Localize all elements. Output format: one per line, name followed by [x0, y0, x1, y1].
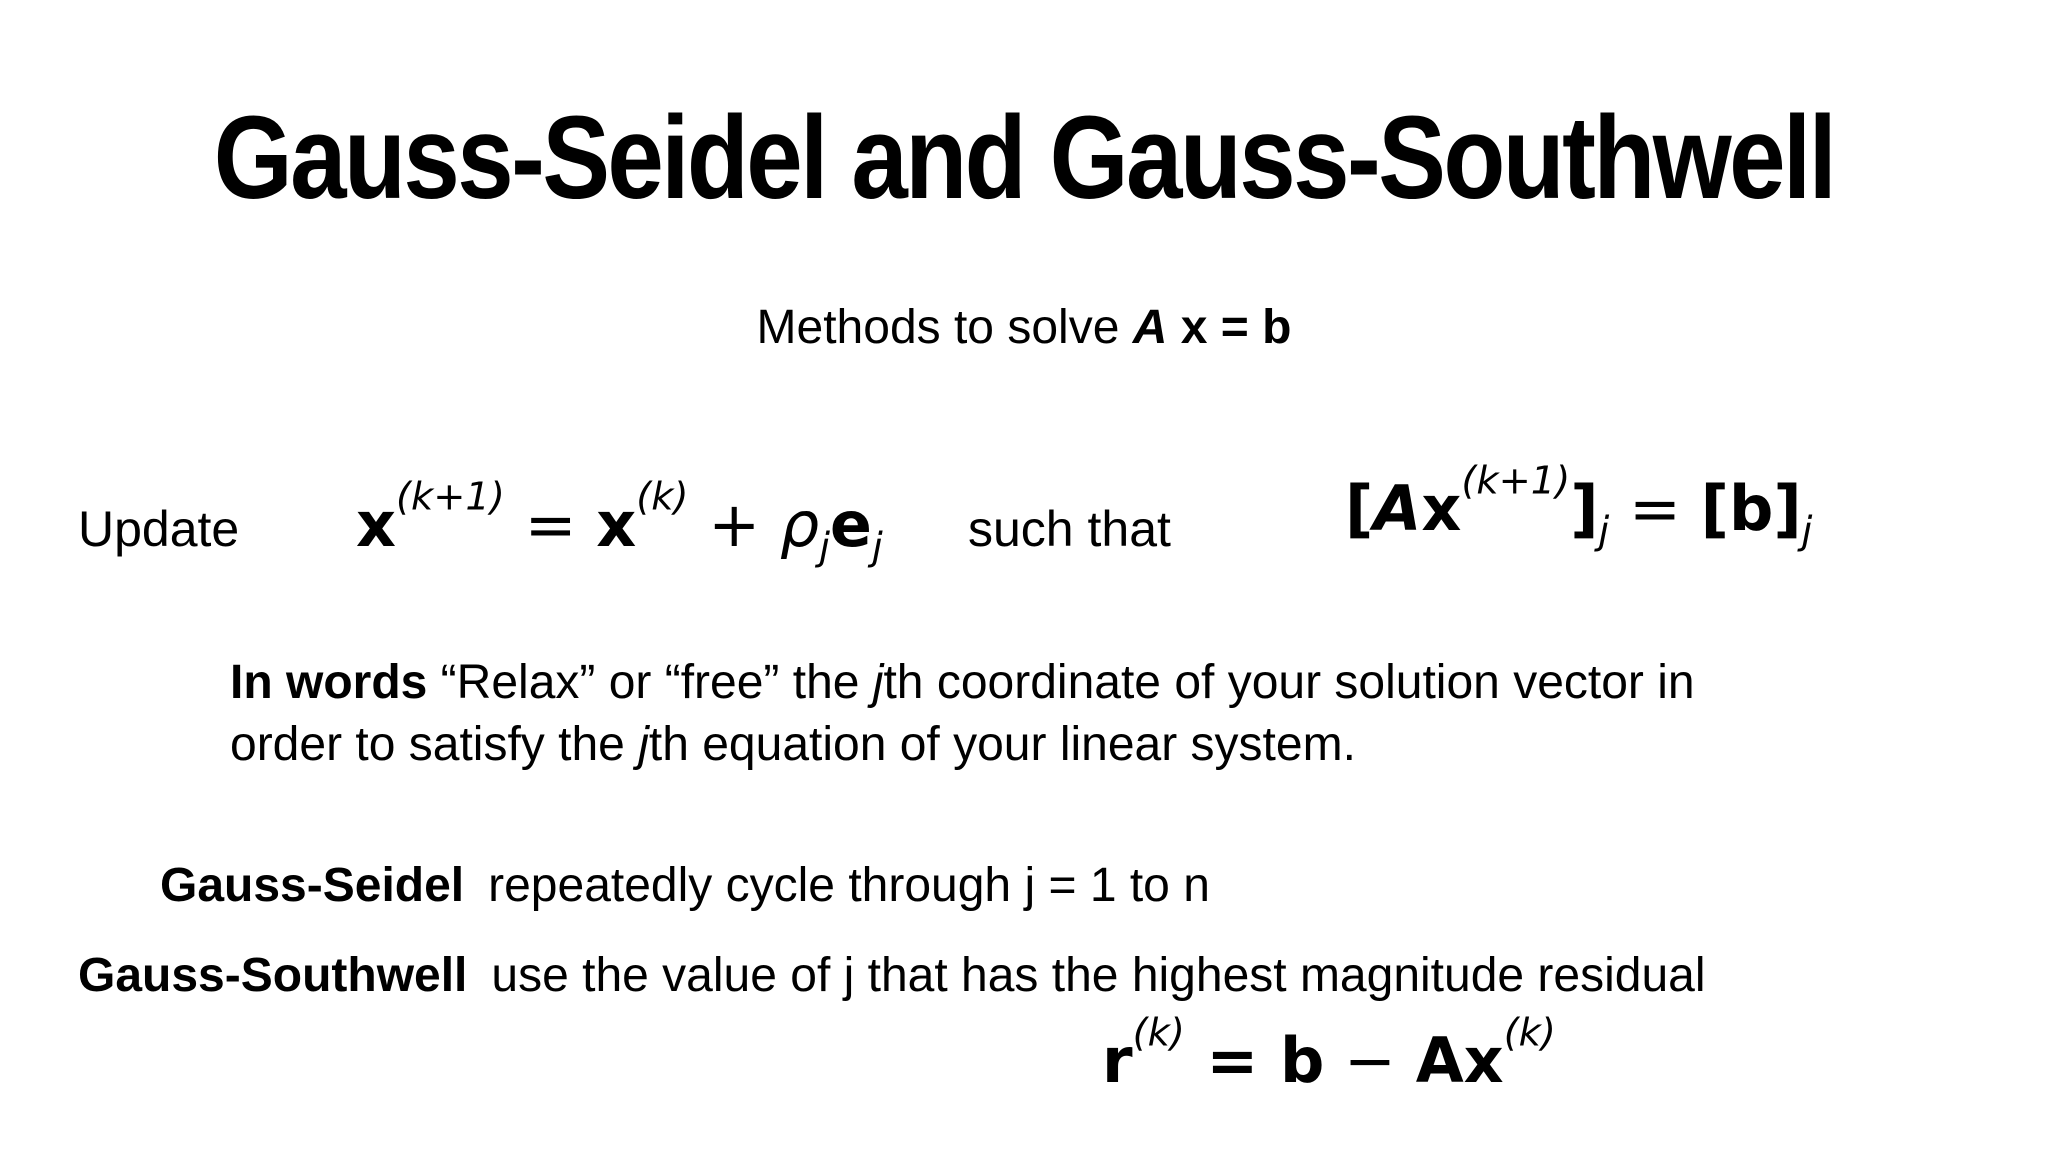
update-label: Update — [78, 501, 240, 557]
update-rho: ρ — [779, 488, 820, 561]
condition-close-bracket: ] — [1570, 472, 1599, 545]
residual-equation — [1102, 1010, 1556, 1097]
condition-subscript-left: j — [1598, 508, 1610, 554]
in-words-line2-b: th equation of your linear system. — [648, 718, 1356, 771]
update-rhs-x: x — [596, 488, 637, 561]
in-words-paragraph — [230, 652, 1695, 776]
condition-x-superscript: (k+1) — [1461, 458, 1571, 504]
residual-r-superscript: (k) — [1132, 1010, 1185, 1056]
in-words-j-2: j — [638, 718, 649, 771]
slide-subtitle — [0, 300, 2048, 355]
residual-minus: − — [1324, 1024, 1416, 1097]
update-unit-vector-e: e — [829, 488, 872, 561]
update-equation — [356, 474, 883, 570]
subtitle-text: Methods to solve — [756, 301, 1133, 354]
in-words-line1-b: th coordinate of your solution vector in — [883, 656, 1695, 709]
in-words-line2-a: order to satisfy the — [230, 718, 639, 771]
subtitle-vector-x: x — [1167, 301, 1208, 354]
condition-b-bracket: [b] — [1700, 472, 1802, 545]
condition-subscript-right: j — [1801, 508, 1813, 554]
gauss-southwell-name: Gauss-Southwell — [78, 949, 468, 1002]
gauss-southwell-description: use the value of j that has the highest magnitude residual — [491, 949, 1706, 1002]
condition-equals: = — [1609, 472, 1701, 545]
in-words-line1-a: “Relax” or “free” the — [427, 656, 873, 709]
condition-equation — [1345, 458, 1813, 554]
update-lhs-x: x — [356, 488, 396, 561]
condition-open-bracket: [ — [1345, 472, 1374, 545]
update-rhs-superscript: (k) — [636, 474, 689, 520]
subtitle-vector-b: b — [1262, 301, 1292, 354]
residual-r: r — [1102, 1024, 1133, 1097]
gauss-southwell-row — [78, 948, 1706, 1003]
subtitle-matrix-A: A — [1132, 301, 1168, 354]
gauss-seidel-row — [160, 858, 1210, 913]
residual-Ax-superscript: (k) — [1503, 1010, 1556, 1056]
update-equals: = — [504, 488, 597, 561]
slide-title: Gauss-Seidel and Gauss-Southwell — [213, 92, 1835, 224]
gauss-seidel-description: repeatedly cycle through j = 1 to n — [488, 859, 1210, 912]
condition-vector-x: x — [1421, 472, 1462, 545]
residual-equals: = — [1184, 1024, 1280, 1097]
such-that-label: such that — [968, 501, 1171, 557]
update-e-subscript: j — [871, 524, 883, 570]
residual-Ax: Ax — [1415, 1024, 1504, 1097]
in-words-line-2 — [230, 714, 1695, 776]
update-lhs-superscript: (k+1) — [396, 474, 505, 520]
update-plus: + — [688, 488, 780, 561]
subtitle-equals: = — [1207, 301, 1263, 354]
in-words-line-1 — [230, 652, 1695, 714]
update-rho-subscript: j — [819, 524, 830, 570]
condition-matrix-A: A — [1373, 472, 1422, 545]
in-words-label: In words — [230, 656, 428, 709]
in-words-j-1: j — [872, 656, 884, 709]
gauss-seidel-name: Gauss-Seidel — [160, 859, 465, 912]
residual-b: b — [1279, 1024, 1325, 1097]
